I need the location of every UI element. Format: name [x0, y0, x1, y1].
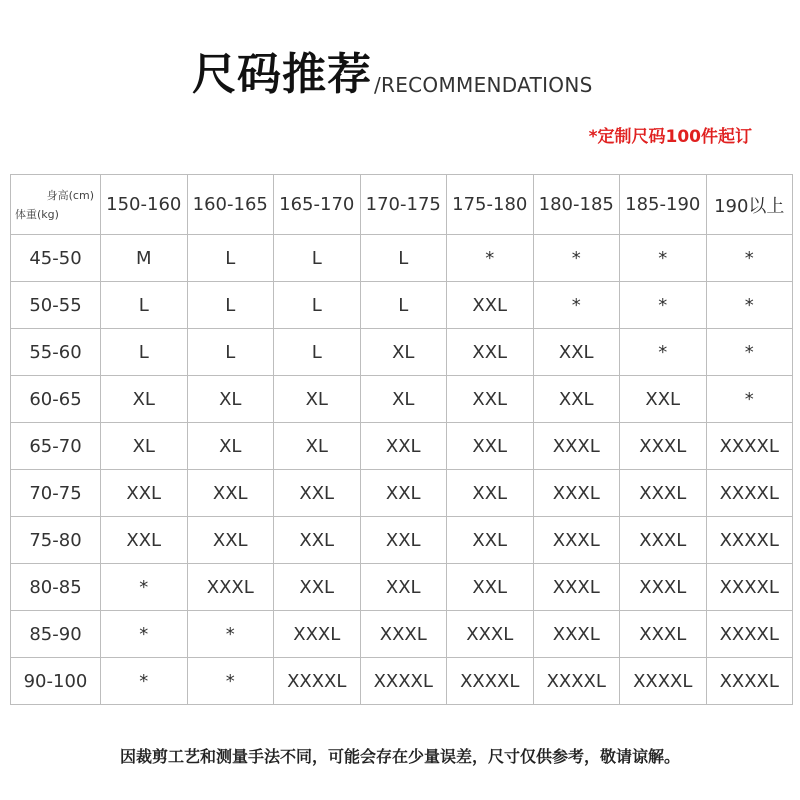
weight-cell: 90-100 [11, 658, 101, 705]
size-cell: XXXL [447, 611, 534, 658]
custom-order-note: *定制尺码100件起订 [588, 127, 752, 147]
size-cell: * [101, 611, 188, 658]
size-cell: XXXXL [706, 470, 793, 517]
size-cell: XL [274, 423, 361, 470]
size-cell: XXXL [187, 564, 274, 611]
size-cell: XXXL [533, 423, 620, 470]
weight-cell: 70-75 [11, 470, 101, 517]
size-cell: XXXXL [620, 658, 707, 705]
size-cell: XL [187, 423, 274, 470]
size-cell: L [101, 329, 188, 376]
size-cell: XXXXL [360, 658, 447, 705]
size-cell: XXXXL [706, 611, 793, 658]
size-cell: XXXXL [447, 658, 534, 705]
size-cell: L [360, 282, 447, 329]
height-header-cell: 170-175 [360, 175, 447, 235]
size-recommendation-table [10, 174, 793, 705]
size-cell: L [187, 235, 274, 282]
weight-axis-label: 体重(kg) [15, 208, 59, 221]
size-cell: XXXXL [274, 658, 361, 705]
size-cell: XL [274, 376, 361, 423]
size-cell: L [360, 235, 447, 282]
size-cell: XXXXL [706, 423, 793, 470]
height-header-cell: 185-190 [620, 175, 707, 235]
size-cell: XXXXL [706, 658, 793, 705]
table-row [11, 329, 793, 376]
size-cell: XXL [360, 423, 447, 470]
size-cell: XL [360, 376, 447, 423]
title-main: 尺码推荐 [192, 49, 372, 100]
size-cell: XXL [447, 423, 534, 470]
size-cell: * [533, 235, 620, 282]
footer-disclaimer: 因裁剪工艺和测量手法不同，可能会存在少量误差，尺寸仅供参考，敬请谅解。 [119, 747, 680, 766]
weight-cell: 45-50 [11, 235, 101, 282]
size-cell: XL [187, 376, 274, 423]
size-cell: XXL [274, 517, 361, 564]
height-header-cell: 180-185 [533, 175, 620, 235]
weight-cell: 80-85 [11, 564, 101, 611]
title-sub: /RECOMMENDATIONS [374, 73, 593, 97]
size-cell: * [706, 329, 793, 376]
size-cell: * [187, 611, 274, 658]
size-cell: XXXL [533, 564, 620, 611]
weight-cell: 60-65 [11, 376, 101, 423]
header-row [11, 175, 793, 235]
page-title [192, 50, 593, 100]
height-header-cell: 175-180 [447, 175, 534, 235]
size-cell: XXXXL [706, 517, 793, 564]
size-cell: XXL [101, 470, 188, 517]
size-cell: M [101, 235, 188, 282]
size-cell: L [274, 235, 361, 282]
size-cell: * [706, 282, 793, 329]
table-row [11, 423, 793, 470]
size-cell: * [187, 658, 274, 705]
size-cell: * [101, 658, 188, 705]
height-header-cell: 160-165 [187, 175, 274, 235]
size-cell: * [533, 282, 620, 329]
weight-cell: 75-80 [11, 517, 101, 564]
size-cell: XXXL [620, 611, 707, 658]
size-cell: XXXL [620, 564, 707, 611]
size-cell: XL [101, 376, 188, 423]
size-cell: * [620, 282, 707, 329]
size-cell: XXL [274, 564, 361, 611]
size-cell: XXL [360, 470, 447, 517]
height-header-cell: 165-170 [274, 175, 361, 235]
size-cell: L [187, 329, 274, 376]
size-cell: * [706, 376, 793, 423]
size-cell: XL [101, 423, 188, 470]
size-cell: XXXXL [533, 658, 620, 705]
size-cell: XXL [274, 470, 361, 517]
size-cell: XXL [101, 517, 188, 564]
size-cell: XXL [447, 376, 534, 423]
table-row [11, 235, 793, 282]
weight-cell: 55-60 [11, 329, 101, 376]
table-row [11, 376, 793, 423]
size-cell: XXL [447, 282, 534, 329]
weight-cell: 65-70 [11, 423, 101, 470]
size-cell: XXXL [533, 517, 620, 564]
table-row [11, 282, 793, 329]
size-cell: * [620, 235, 707, 282]
size-cell: L [274, 329, 361, 376]
height-axis-label: 身高(cm) [46, 189, 94, 202]
size-cell: L [187, 282, 274, 329]
size-cell: XXXL [360, 611, 447, 658]
table-row [11, 564, 793, 611]
size-cell: XL [360, 329, 447, 376]
table-row [11, 517, 793, 564]
size-cell: * [447, 235, 534, 282]
size-cell: XXL [187, 470, 274, 517]
size-cell: XXXL [274, 611, 361, 658]
size-cell: XXL [533, 376, 620, 423]
size-cell: * [101, 564, 188, 611]
size-cell: XXL [447, 517, 534, 564]
size-cell: L [274, 282, 361, 329]
size-cell: XXL [360, 564, 447, 611]
size-cell: L [101, 282, 188, 329]
size-cell: XXL [620, 376, 707, 423]
size-cell: XXXXL [706, 564, 793, 611]
size-cell: XXL [447, 329, 534, 376]
size-cell: XXXL [533, 611, 620, 658]
size-cell: * [706, 235, 793, 282]
size-cell: XXL [447, 564, 534, 611]
size-cell: XXXL [620, 517, 707, 564]
size-cell: XXL [447, 470, 534, 517]
height-header-cell: 190以上 [706, 175, 793, 235]
size-cell: XXL [533, 329, 620, 376]
corner-cell [11, 175, 101, 235]
size-cell: XXXL [620, 470, 707, 517]
table-row [11, 611, 793, 658]
size-cell: * [620, 329, 707, 376]
size-cell: XXXL [620, 423, 707, 470]
size-cell: XXL [187, 517, 274, 564]
size-cell: XXL [360, 517, 447, 564]
weight-cell: 85-90 [11, 611, 101, 658]
table-body [11, 235, 793, 705]
table-row [11, 658, 793, 705]
weight-cell: 50-55 [11, 282, 101, 329]
height-header-cell: 150-160 [101, 175, 188, 235]
size-cell: XXXL [533, 470, 620, 517]
table-row [11, 470, 793, 517]
